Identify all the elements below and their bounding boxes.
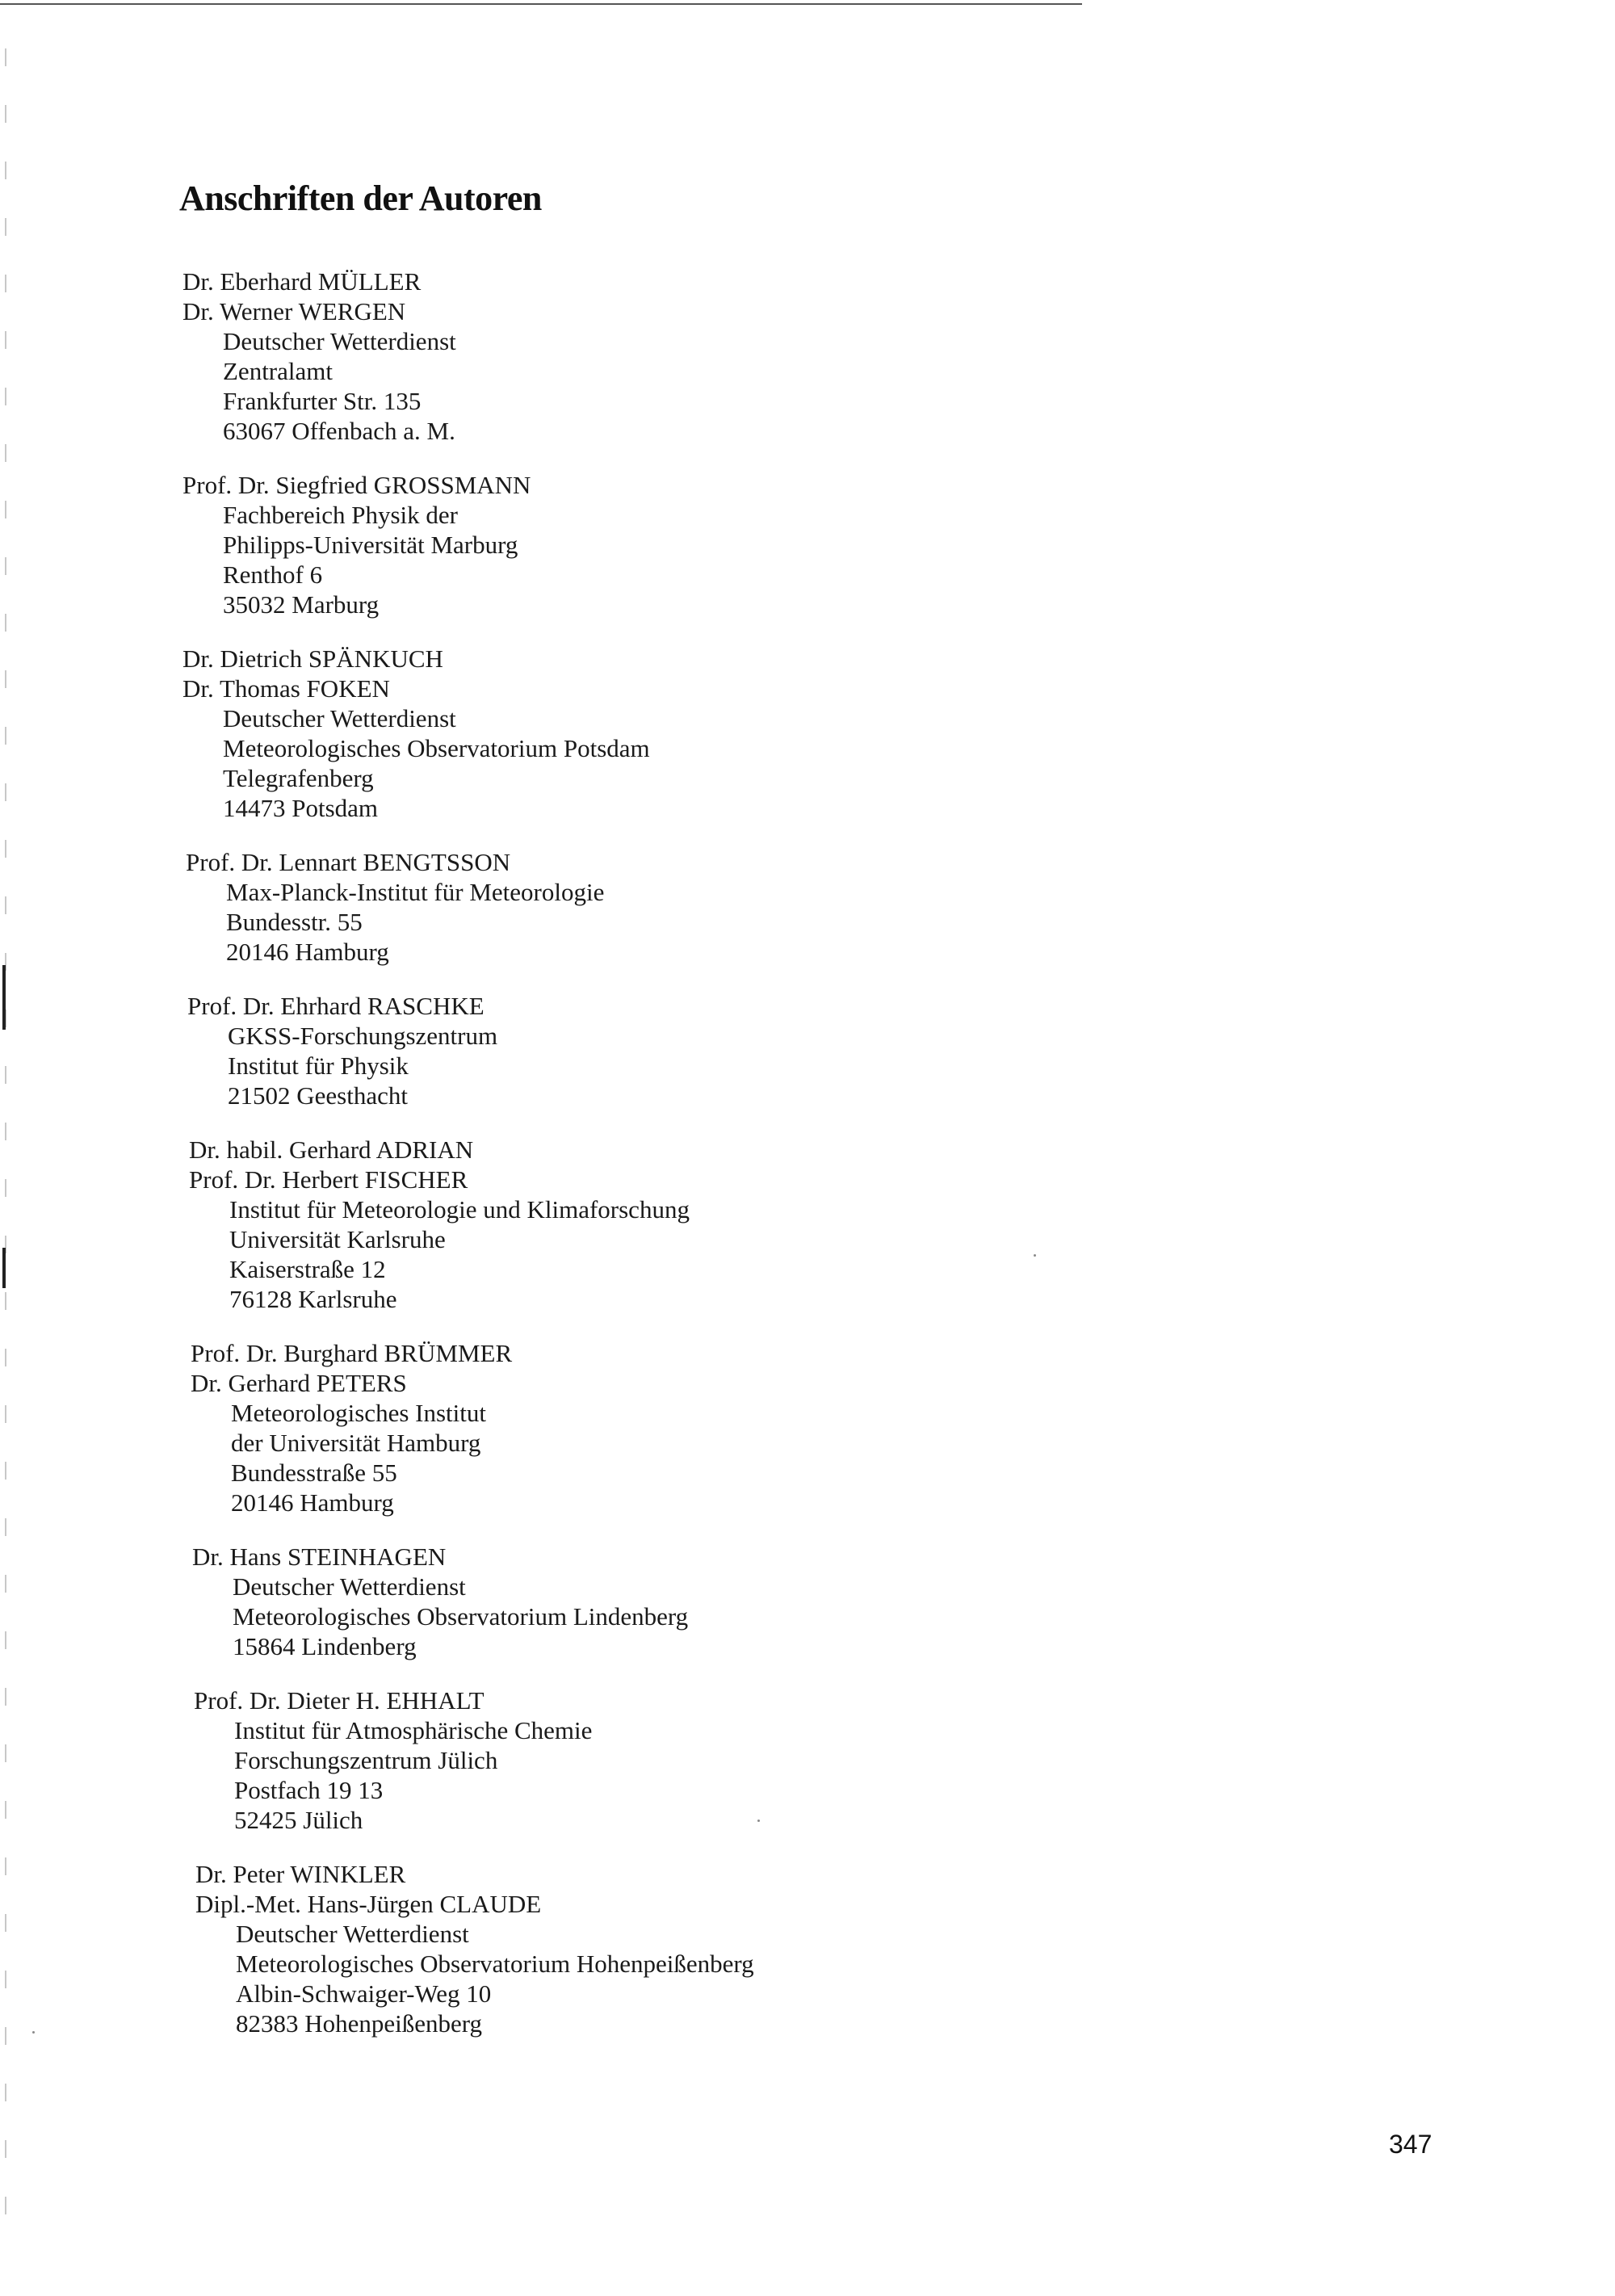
address-line: Max-Planck-Institut für Meteorologie — [226, 878, 605, 906]
author-name: Dr. Hans STEINHAGEN — [192, 1543, 447, 1571]
author-name: Dr. Gerhard PETERS — [191, 1369, 407, 1397]
scan-speck — [32, 2031, 35, 2034]
author-entry — [192, 1542, 1151, 1661]
scan-left-edge — [5, 48, 6, 2229]
address-line: Postfach 19 13 — [234, 1776, 384, 1804]
address-line: Philipps-Universität Marburg — [223, 531, 518, 559]
address-line: 76128 Karlsruhe — [229, 1285, 397, 1313]
address-line: Bundesstraße 55 — [231, 1459, 397, 1487]
address-line: der Universität Hamburg — [231, 1429, 481, 1457]
author-name: Dr. Peter WINKLER — [195, 1860, 406, 1888]
address-line: Institut für Physik — [228, 1051, 409, 1080]
address-line: GKSS-Forschungszentrum — [228, 1022, 498, 1050]
author-name: Prof. Dr. Herbert FISCHER — [189, 1165, 468, 1194]
address-line: 21502 Geesthacht — [228, 1081, 408, 1110]
page-number: 347 — [1389, 2130, 1433, 2159]
author-name: Prof. Dr. Burghard BRÜMMER — [191, 1339, 513, 1367]
author-entry — [182, 644, 1151, 823]
address-line: Institut für Atmosphärische Chemie — [234, 1716, 593, 1744]
address-line: Albin-Schwaiger-Weg 10 — [236, 1979, 492, 2008]
author-address-list — [182, 267, 1151, 2063]
address-line: Forschungszentrum Jülich — [234, 1746, 498, 1774]
author-entry — [189, 1135, 1151, 1314]
address-line: Telegrafenberg — [223, 764, 374, 792]
author-name: Dipl.-Met. Hans-Jürgen CLAUDE — [195, 1890, 542, 1918]
author-name: Prof. Dr. Dieter H. EHHALT — [194, 1686, 484, 1715]
author-name: Dr. Thomas FOKEN — [182, 674, 390, 703]
top-rule — [0, 3, 1082, 5]
author-name: Prof. Dr. Lennart BENGTSSON — [186, 848, 511, 876]
address-line: Kaiserstraße 12 — [229, 1255, 386, 1283]
address-line: Frankfurter Str. 135 — [223, 387, 422, 415]
author-name: Prof. Dr. Siegfried GROSSMANN — [182, 471, 531, 499]
address-line: 35032 Marburg — [223, 590, 380, 619]
author-name: Dr. Werner WERGEN — [182, 297, 406, 325]
address-line: Universität Karlsruhe — [229, 1225, 446, 1253]
address-line: Deutscher Wetterdienst — [233, 1572, 466, 1601]
address-line: 82383 Hohenpeißenberg — [236, 2009, 483, 2038]
author-entry — [194, 1685, 1151, 1835]
page-title: Anschriften der Autoren — [179, 178, 542, 218]
author-entry — [195, 1859, 1151, 2038]
author-entry — [182, 267, 1151, 446]
author-entry — [186, 847, 1151, 967]
address-line: Meteorologisches Observatorium Lindenberg — [233, 1602, 689, 1631]
author-name: Dr. habil. Gerhard ADRIAN — [189, 1135, 474, 1164]
scan-edge-mark — [2, 1248, 6, 1288]
author-name: Dr. Dietrich SPÄNKUCH — [182, 644, 443, 673]
author-entry — [187, 991, 1151, 1110]
address-line: Meteorologisches Institut — [231, 1399, 486, 1427]
address-line: Zentralamt — [223, 357, 333, 385]
address-line: Fachbereich Physik der — [223, 501, 458, 529]
address-line: Deutscher Wetterdienst — [223, 704, 456, 732]
address-line: 15864 Lindenberg — [233, 1632, 417, 1660]
address-line: Meteorologisches Observatorium Potsdam — [223, 734, 650, 762]
address-line: 63067 Offenbach a. M. — [223, 417, 455, 445]
address-line: 52425 Jülich — [234, 1806, 363, 1834]
address-line: Bundesstr. 55 — [226, 908, 363, 936]
author-entry — [182, 470, 1151, 619]
address-line: Deutscher Wetterdienst — [223, 327, 456, 355]
address-line: Renthof 6 — [223, 560, 323, 589]
address-line: Institut für Meteorologie und Klimaforschung — [229, 1195, 690, 1224]
address-line: 20146 Hamburg — [226, 938, 389, 966]
address-line: 20146 Hamburg — [231, 1488, 394, 1517]
address-line: Meteorologisches Observatorium Hohenpeißenberg — [236, 1950, 754, 1978]
author-name: Dr. Eberhard MÜLLER — [182, 267, 422, 296]
author-name: Prof. Dr. Ehrhard RASCHKE — [187, 992, 484, 1020]
scan-edge-mark — [2, 965, 6, 1030]
address-line: Deutscher Wetterdienst — [236, 1920, 469, 1948]
address-line: 14473 Potsdam — [223, 794, 379, 822]
author-entry — [191, 1338, 1151, 1517]
